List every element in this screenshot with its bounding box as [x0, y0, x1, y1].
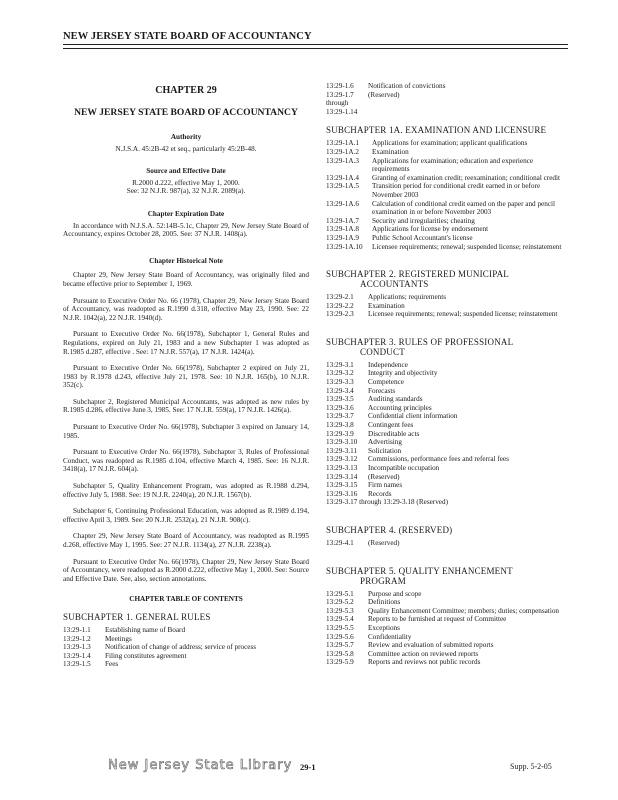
toc-entry [326, 217, 568, 226]
toc-entry-number: 13:29-1A.4 [326, 173, 359, 182]
toc-entry [326, 91, 568, 100]
toc-entry-title [368, 99, 568, 108]
toc-entry [326, 243, 568, 252]
subchapter-5-title [326, 566, 568, 586]
header-rule [63, 48, 568, 49]
toc-entry-title: Quality Enhancement Committee; members; duties; compensation [368, 606, 560, 615]
toc-entry-number: 13:29-1A.5 [326, 182, 359, 191]
source-line-2: See: 32 N.J.R. 987(a), 32 N.J.R. 2089(a). [126, 187, 246, 196]
toc-entry-title: (Reserved) [368, 90, 400, 99]
toc-entry [326, 310, 568, 319]
right-column [326, 82, 568, 667]
toc-entry [326, 455, 568, 464]
toc-entry-number: 13:29-5.8 [326, 649, 354, 658]
toc-entry-number: 13:29-3.2 [326, 369, 354, 378]
toc-entry-number: 13:29-3.6 [326, 403, 354, 412]
toc-entry-number: 13:29-3.7 [326, 412, 354, 421]
toc-entry-number: 13:29-3.12 [326, 455, 358, 464]
subchapter-3-through-line: 13:29-3.17 through 13:29-3.18 (Reserved) [326, 498, 448, 507]
toc-entry-title: Reports to be furnished at request of Committee [368, 615, 507, 624]
toc-entry [326, 650, 568, 659]
toc-entry [326, 387, 568, 396]
source-line-1: R.2000 d.222, effective May 1, 2000. [132, 178, 240, 187]
toc-entry-number: 13:29-1A.10 [326, 242, 363, 251]
toc-entry [63, 652, 309, 661]
toc-entry [326, 658, 568, 667]
toc-entry-title: Confidentiality [368, 632, 412, 641]
toc-entry-number: 13:29-1.1 [63, 625, 91, 634]
toc-entry [63, 626, 309, 635]
toc-entry-title: Calculation of conditional credit earned on the paper and pencil examination in or before November 2003 [372, 199, 556, 217]
expiration-heading: Chapter Expiration Date [147, 209, 225, 218]
toc-entry-title: Committee action on reviewed reports [368, 649, 479, 658]
toc-entry-title: Applications; requirements [368, 293, 447, 302]
toc-entry [326, 447, 568, 456]
subchapter-3-title-line-2: CONDUCT [360, 346, 405, 357]
subchapter-5-list [326, 590, 568, 667]
toc-entry-title: Applications for license by endorsement [372, 225, 489, 234]
toc-entry-title: Establishing name of Board [105, 625, 186, 634]
toc-entry-title: Firm names [368, 481, 403, 490]
history-paragraph: Subchapter 5, Quality Enhancement Program, was adopted as R.1988 d.294, effective July 5, 1988. See: 19 N.J.R. 2240(a), 20 N.J.R. 1567(b). [63, 482, 309, 499]
toc-entry-number: 13:29-5.2 [326, 598, 354, 607]
toc-entry [326, 302, 568, 311]
toc-entry-title: Commissions, performance fees and referral fees [368, 455, 509, 464]
toc-entry [326, 598, 568, 607]
toc-entry-title: Purpose and scope [368, 589, 422, 598]
toc-entry-number: 13:29-3.9 [326, 429, 354, 438]
history-heading: Chapter Historical Note [149, 256, 223, 265]
toc-entry-number: 13:29-1.6 [326, 82, 354, 90]
toc-entry-title: Licensee requirements; renewal; suspended license; reinstatement [368, 310, 558, 319]
supplement-date: Supp. 5-2-05 [510, 762, 552, 771]
toc-entry-title: Meetings [105, 634, 132, 643]
subchapter-3-title-line-1: SUBCHAPTER 3. RULES OF PROFESSIONAL [326, 336, 514, 347]
toc-entry [326, 481, 568, 490]
toc-entry [63, 635, 309, 644]
toc-entry-number: 13:29-1A.8 [326, 225, 359, 234]
history-paragraph: Subchapter 6, Continuing Professional Education, was adopted as R.1989 d.194, effective April 3, 1989. See: 20 N.J.R. 2532(a), 21 N.J.R. 908(c). [63, 507, 309, 524]
subchapter-5-title-line-1: SUBCHAPTER 5. QUALITY ENHANCEMENT [326, 565, 513, 576]
toc-entry [326, 182, 568, 199]
toc-entry [326, 378, 568, 387]
toc-entry [326, 108, 568, 117]
toc-entry-number: 13:29-3.11 [326, 446, 358, 455]
toc-entry-number: 13:29-1.2 [63, 634, 91, 643]
toc-entry [326, 225, 568, 234]
subchapter-2-title [326, 269, 568, 289]
toc-entry-number: 13:29-3.10 [326, 438, 358, 447]
toc-entry [326, 633, 568, 642]
toc-entry-number: 13:29-2.3 [326, 310, 354, 319]
toc-entry-title: Applications for examination; education and experience requirements [372, 156, 534, 174]
toc-entry [326, 539, 568, 548]
toc-entry-number: 13:29-1.3 [63, 643, 91, 652]
toc-entry [326, 157, 568, 174]
toc-heading: CHAPTER TABLE OF CONTENTS [129, 595, 243, 604]
toc-entry-number: 13:29-5.1 [326, 589, 354, 598]
subchapter-2-title-line-1: SUBCHAPTER 2. REGISTERED MUNICIPAL [326, 269, 509, 280]
toc-entry [326, 464, 568, 473]
toc-entry [326, 607, 568, 616]
toc-entry-title: Incompatible occupation [368, 464, 440, 472]
toc-entry-number: 13:29-4.1 [326, 538, 354, 547]
toc-entry-title: Definitions [368, 598, 401, 607]
toc-entry-title: Security and irregularities; cheating [372, 216, 475, 225]
subchapter-1a-list [326, 139, 568, 251]
toc-entry [326, 438, 568, 447]
toc-entry-number: 13:29-5.7 [326, 641, 354, 650]
toc-entry [326, 200, 568, 217]
toc-entry-title: Filing constitutes agreement [105, 651, 187, 660]
toc-entry-title: Notification of change of address; service of process [105, 643, 257, 652]
toc-entry-title: Public School Accountant's license [372, 233, 473, 242]
toc-entry [63, 643, 309, 652]
running-header: NEW JERSEY STATE BOARD OF ACCOUNTANCY [63, 31, 568, 45]
toc-entry [326, 139, 568, 148]
toc-entry-number: 13:29-1.7 [326, 90, 354, 99]
toc-entry [326, 148, 568, 157]
toc-entry [326, 590, 568, 599]
toc-entry-number: 13:29-5.5 [326, 623, 354, 632]
toc-entry-title: (Reserved) [368, 472, 400, 481]
toc-entry-number: 13:29-2.1 [326, 293, 354, 302]
toc-entry-title: Accounting principles [368, 403, 432, 412]
page-number: 29-1 [300, 762, 316, 772]
toc-entry-title: Granting of examination credit; reexamination; conditional credit [372, 173, 561, 182]
toc-entry-number: 13:29-3.14 [326, 472, 358, 481]
history-paragraph: Pursuant to Executive Order No. 66(1978), Chapter 29, New Jersey State Board of Accountancy, were readopted as R.2000 d.222, effective May 1, 2000. See: Source and Effective Date. See, also, section annotations. [63, 557, 309, 583]
source-heading: Source and Effective Date [146, 167, 226, 176]
toc-entry [326, 369, 568, 378]
subchapter-3-list [326, 361, 568, 499]
toc-entry [326, 395, 568, 404]
toc-entry-number: 13:29-2.2 [326, 301, 354, 310]
toc-entry-title: Discreditable acts [368, 429, 420, 438]
subchapter-2-title-line-2: ACCOUNTANTS [360, 279, 429, 290]
toc-entry-number: 13:29-3.8 [326, 421, 354, 430]
toc-entry-number: 13:29-1A.3 [326, 156, 359, 165]
toc-entry [326, 421, 568, 430]
history-paragraph: Pursuant to Executive Order No. 66(1978), Subchapter 1, General Rules and Regulations, expired on July 21, 1983 and a new Subchapter 1 was adopted as R.1985 d.287, effective . See: 17 N.J.R. 557(a), 17 N.J.R. 1424(a). [63, 330, 309, 356]
toc-entry-title: Advertising [368, 438, 402, 447]
toc-entry-number: 13:29-5.9 [326, 658, 354, 667]
toc-entry-title: Competence [368, 378, 404, 387]
subchapter-1a-title: SUBCHAPTER 1A. EXAMINATION AND LICENSURE [326, 125, 547, 136]
toc-entry [326, 82, 568, 91]
subchapter-3-title [326, 337, 568, 357]
toc-entry-title: Solicitation [368, 446, 402, 455]
authority-heading: Authority [170, 133, 202, 141]
subchapter-1-list [63, 626, 309, 669]
toc-entry-number: 13:29-1.4 [63, 651, 91, 660]
toc-entry-title: Auditing standards [368, 395, 423, 404]
toc-entry-title: Exceptions [368, 623, 400, 632]
history-paragraph: Pursuant to Executive Order No. 66 (1978), Chapter 29, New Jersey State Board of Accountancy, was readopted as R.1990 d.318, effective May 23, 1990. See: 22 N.J.R. 1042(a), 22 N.J.R. 1940(d). [63, 296, 309, 322]
toc-entry-number: 13:29-1A.9 [326, 233, 359, 242]
toc-entry [326, 361, 568, 370]
toc-entry-number: 13:29-1A.1 [326, 139, 359, 148]
library-watermark: New Jersey State Library [108, 758, 293, 773]
chapter-title: NEW JERSEY STATE BOARD OF ACCOUNTANCY [74, 107, 298, 118]
toc-entry-title: Records [368, 489, 392, 498]
left-column [63, 82, 309, 669]
toc-entry-title: (Reserved) [368, 538, 400, 547]
history-paragraph: Chapter 29, New Jersey State Board of Accountancy, was readopted as R.1995 d.268, effective May 1, 1995. See: 27 N.J.R. 1134(a), 27 N.J.R. 2238(a). [63, 532, 309, 549]
toc-entry-title: Forecasts [368, 386, 396, 395]
toc-entry-number: 13:29-1A.2 [326, 147, 359, 156]
toc-entry-number: 13:29-3.16 [326, 489, 358, 498]
toc-entry-number: 13:29-1.14 [326, 107, 358, 116]
toc-entry-title: Examination [372, 147, 409, 156]
toc-entry-title [368, 108, 568, 117]
toc-entry [326, 404, 568, 413]
subchapter-4-title: SUBCHAPTER 4. (RESERVED) [326, 524, 453, 535]
toc-entry [326, 174, 568, 183]
toc-entry-number: 13:29-3.5 [326, 395, 354, 404]
chapter-number: CHAPTER 29 [155, 85, 217, 96]
toc-entry-title: Review and evaluation of submitted reports [368, 641, 494, 650]
toc-entry-title: Transition period for conditional credit earned in or before November 2003 [372, 182, 541, 199]
toc-entry-title: Applications for examination; applicant qualifications [372, 139, 528, 148]
toc-entry-number: 13:29-1A.7 [326, 216, 359, 225]
toc-entry-title: Independence [368, 360, 408, 369]
subchapter-1-list-continued [326, 82, 568, 116]
subchapter-2-list [326, 293, 568, 319]
toc-entry-number: 13:29-5.6 [326, 632, 354, 641]
toc-entry-number: through [326, 99, 349, 108]
toc-entry-title: Examination [368, 301, 405, 310]
toc-entry [326, 473, 568, 482]
history-paragraph: Pursuant to Executive Order No. 66(1978), Subchapter 2 expired on July 21, 1983 by R.1978 d.243, effective July 21, 1978. See: 10 N.J.R. 165(b), 10 N.J.R. 352(c). [63, 364, 309, 390]
toc-entry-title: Fees [105, 660, 119, 669]
authority-text: N.J.S.A. 45:2B-42 et seq., particularly 45:2B-48. [115, 144, 257, 153]
toc-entry-title: Contingent fees [368, 421, 414, 430]
subchapter-4-list [326, 539, 568, 548]
toc-entry-number: 13:29-3.4 [326, 386, 354, 395]
toc-entry [326, 412, 568, 421]
toc-entry-number: 13:29-1A.6 [326, 199, 359, 208]
toc-entry-title: Confidential client information [368, 412, 458, 421]
history-paragraph: Chapter 29, New Jersey State Board of Accountancy, was originally filed and became effective prior to September 1, 1969. [63, 271, 309, 288]
history-paragraph: Pursuant to Executive Order No. 66(1978), Subchapter 3, Rules of Professional Conduct, was readopted as R.1985 d.104, effective March 4, 1985. See: 16 N.J.R. 3418(a), 17 N.J.R. 604(a). [63, 448, 309, 474]
subchapter-5-title-line-2: PROGRAM [360, 575, 406, 586]
toc-entry [326, 490, 568, 499]
toc-entry-title: Integrity and objectivity [368, 369, 438, 378]
history-paragraph: Subchapter 2, Registered Municipal Accountants, was adopted as new rules by R.1985 d.286, effective June 3, 1985. See: 17 N.J.R. 559(a), 17 N.J.R. 1426(a). [63, 397, 309, 415]
toc-entry-number: 13:29-1.5 [63, 660, 91, 669]
toc-entry-number: 13:29-3.3 [326, 378, 354, 387]
expiration-text: In accordance with N.J.S.A. 52:14B-5.1c, Chapter 29, New Jersey State Board of Accountancy, expires October 28, 2005. See: 37 N.J.R. 1408(a). [63, 221, 309, 239]
toc-entry [326, 624, 568, 633]
toc-entry-number: 13:29-3.13 [326, 464, 358, 472]
toc-entry-number: 13:29-5.4 [326, 615, 354, 624]
toc-entry [63, 660, 309, 669]
toc-entry-title: Notification of convictions [368, 82, 446, 90]
toc-entry [326, 430, 568, 439]
toc-entry [326, 615, 568, 624]
toc-entry [326, 641, 568, 650]
toc-entry-number: 13:29-3.1 [326, 360, 354, 369]
subchapter-1-title: SUBCHAPTER 1. GENERAL RULES [63, 611, 211, 622]
toc-entry [326, 293, 568, 302]
toc-entry [326, 99, 568, 108]
toc-entry-title: Licensee requirements; renewal; suspended license; reinstatement [372, 242, 562, 251]
toc-entry-title: Reports and reviews not public records [368, 658, 481, 667]
toc-entry-number: 13:29-5.3 [326, 606, 354, 615]
toc-entry-number: 13:29-3.15 [326, 481, 358, 490]
toc-entry [326, 234, 568, 243]
history-paragraph: Pursuant to Executive Order No. 66(1978), Subchapter 3 expired on January 14, 1985. [63, 423, 309, 440]
